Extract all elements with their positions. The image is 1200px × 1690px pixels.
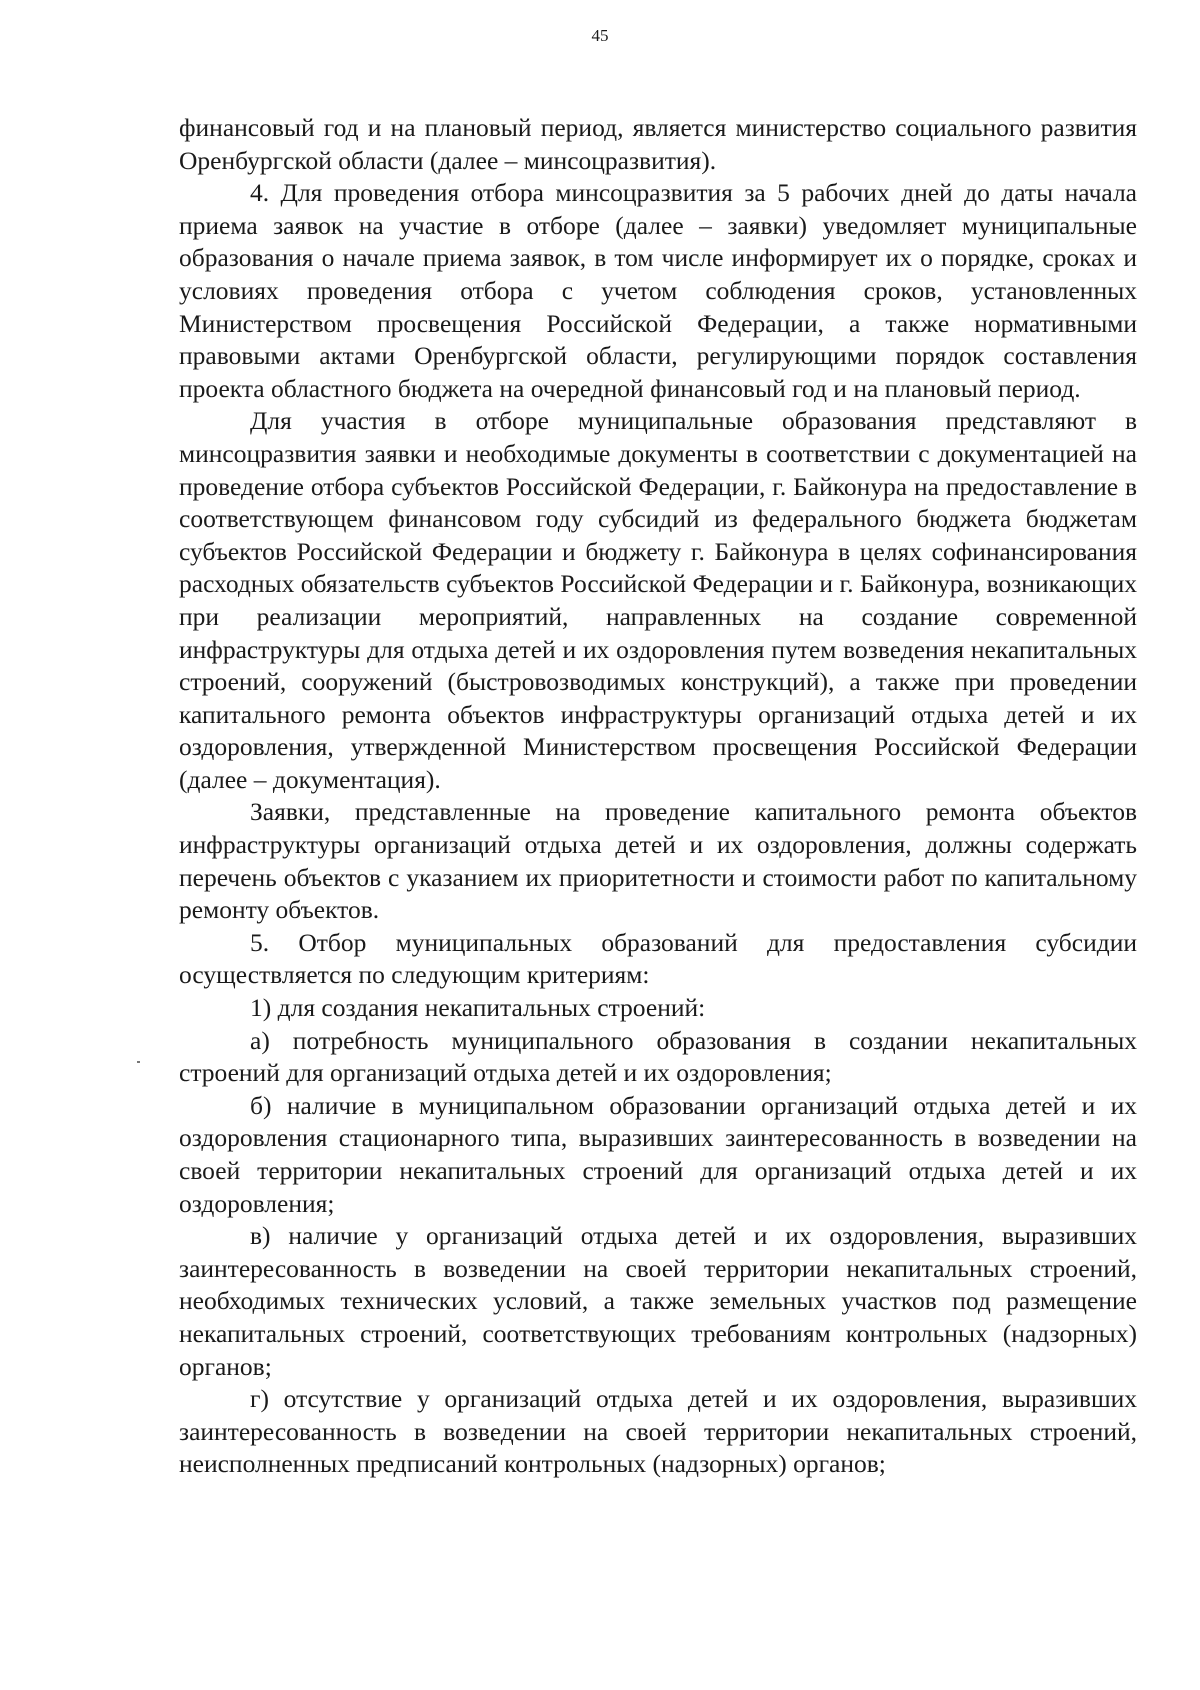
paragraph-item-5: 5. Отбор муниципальных образований для предоставления субсидии осуществляется по следующим критериям: bbox=[179, 927, 1137, 990]
paragraph-subitem-g: г) отсутствие у организаций отдыха детей и их оздоровления, выразивших заинтересованность в возведении на своей территории некапитальных строений, неисполненных предписаний контрольных (надзорных) органов; bbox=[179, 1384, 1137, 1479]
paragraph-subitem-a: а) потребность муниципального образования в создании некапитальных строений для организаций отдыха детей и их оздоровления; bbox=[179, 1025, 1137, 1088]
paragraph-continuation: финансовый год и на плановый период, является министерство социального развития Оренбургской области (далее – минсоцразвития). bbox=[179, 113, 1137, 175]
paragraph-subitem-v: в) наличие у организаций отдыха детей и их оздоровления, выразивших заинтересованность в возведении на своей территории некапитальных строений, необходимых технических условий, а также земельных участков под размещение некапитальных строений, соответствующих требованиям контрольных (надзорных) органов; bbox=[179, 1221, 1137, 1381]
paragraph-subitem-b: б) наличие в муниципальном образовании организаций отдыха детей и их оздоровления стационарного типа, выразивших заинтересованность в возведении на своей территории некапитальных строений для организаций отдыха детей и их оздоровления; bbox=[179, 1090, 1137, 1218]
paragraph-participation: Для участия в отборе муниципальные образования представляют в минсоцразвития заявки и необходимые документы в соответствии с документацией на проведение отбора субъектов Российской Федерации, г. Байконура на предоставление в соответствующем финансовом году субсидий из федерального бюджета бюджетам субъектов Российской Федерации и бюджету г. Байконура в целях софинансирования расходных обязательств субъектов Российской Федерации и г. Байконура, возникающих при реализации мероприятий, направленных на создание современной инфраструктуры для отдыха детей и их оздоровления путем возведения некапитальных строений, сооружений (быстровозводимых конструкций), а также при проведении капитального ремонта объектов инфраструктуры организаций отдыха детей и их оздоровления, утвержденной Министерством просвещения Российской Федерации (далее – документация). bbox=[179, 406, 1137, 794]
paragraph-subitem-1: 1) для создания некапитальных строений: bbox=[250, 993, 706, 1023]
page-number: 45 bbox=[591, 26, 609, 45]
document-body bbox=[179, 112, 1137, 1481]
paragraph-item-4: 4. Для проведения отбора минсоцразвития за 5 рабочих дней до даты начала приема заявок на участие в отборе (далее – заявки) уведомляет муниципальные образования о начале приема заявок, в том числе информирует их о порядке, сроках и условиях проведения отбора с учетом соблюдения сроков, установленных Министерством просвещения Российской Федерации, а также нормативными правовыми актами Оренбургской области, регулирующими порядок составления проекта областного бюджета на очередной финансовый год и на плановый период. bbox=[179, 178, 1137, 403]
paragraph-applications: Заявки, представленные на проведение капитального ремонта объектов инфраструктуры организаций отдыха детей и их оздоровления, должны содержать перечень объектов с указанием их приоритетности и стоимости работ по капитальному ремонту объектов. bbox=[179, 797, 1137, 925]
margin-mark bbox=[137, 1061, 140, 1063]
